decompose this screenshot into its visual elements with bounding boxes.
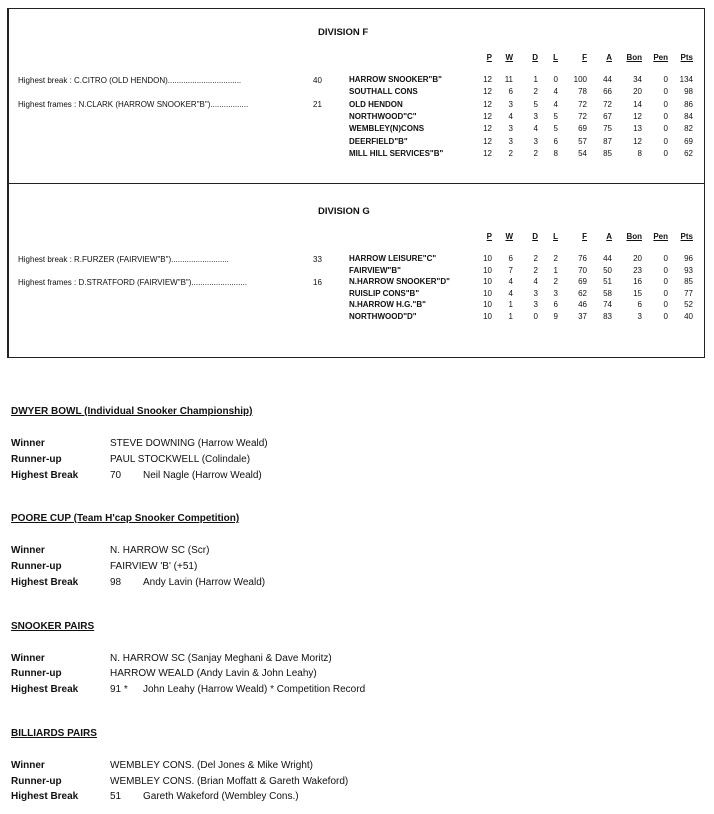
- cell-bonus: 15: [633, 288, 642, 298]
- winner-value: STEVE DOWNING (Harrow Weald): [110, 438, 268, 449]
- col-header-penalty: Pen: [653, 53, 668, 62]
- cell-frames-for: 78: [578, 87, 587, 97]
- cell-drawn: 2: [533, 254, 538, 263]
- cell-points: 77: [684, 288, 693, 298]
- cell-drawn: 2: [533, 148, 538, 158]
- col-header-bonus: Bon: [626, 53, 642, 62]
- highest-break-label: Highest break : R.FURZER (FAIRVIEW"B")..........................: [18, 255, 229, 264]
- cell-lost: 8: [553, 148, 558, 158]
- table-row: [0, 124, 714, 136]
- break-player: Gareth Wakeford (Wembley Cons.): [143, 791, 299, 802]
- col-header-won: W: [505, 232, 513, 241]
- cell-won: 6: [508, 254, 513, 263]
- winner-label: Winner: [11, 653, 45, 664]
- cell-bonus: 20: [633, 87, 642, 97]
- table-row: [0, 300, 714, 312]
- team-name: RUISLIP CONS"B": [349, 288, 420, 298]
- table-row: [0, 75, 714, 87]
- cell-drawn: 3: [533, 300, 538, 310]
- cell-penalty: 0: [663, 148, 668, 158]
- cell-lost: 6: [553, 136, 558, 146]
- table-row: [0, 112, 714, 124]
- division-f-title: DIVISION F: [318, 27, 369, 38]
- cell-points: 82: [684, 124, 693, 134]
- highest-break-row: [11, 577, 711, 591]
- cell-drawn: 3: [533, 288, 538, 298]
- cell-drawn: 3: [533, 136, 538, 146]
- table-row: [0, 87, 714, 99]
- cell-bonus: 12: [633, 111, 642, 121]
- cell-won: 2: [508, 148, 513, 158]
- cell-lost: 5: [553, 124, 558, 134]
- col-header-drawn: D: [532, 53, 538, 62]
- division-g-title: DIVISION G: [318, 206, 370, 217]
- cell-penalty: 0: [663, 312, 668, 321]
- winner-row: [11, 653, 711, 667]
- break-score: 70: [110, 470, 122, 481]
- cell-frames-for: 54: [578, 148, 587, 158]
- runner-up-value: PAUL STOCKWELL (Colindale): [110, 454, 251, 465]
- winner-value: WEMBLEY CONS. (Del Jones & Mike Wright): [110, 760, 314, 771]
- cell-won: 1: [508, 312, 513, 321]
- cell-played: 10: [483, 254, 492, 263]
- runner-up-row: [11, 776, 711, 790]
- team-name: WEMBLEY(N)CONS: [349, 124, 425, 134]
- table-row: [0, 100, 714, 112]
- cell-frames-against: 50: [603, 265, 612, 275]
- cell-drawn: 4: [533, 124, 538, 134]
- cell-played: 12: [483, 75, 492, 84]
- highest-break-row: [11, 791, 711, 805]
- cell-played: 12: [483, 136, 492, 146]
- break-score: 98: [110, 577, 122, 588]
- cell-points: 93: [684, 265, 693, 275]
- cell-bonus: 6: [637, 300, 642, 310]
- cell-frames-against: 58: [603, 288, 612, 298]
- cell-frames-against: 85: [603, 148, 612, 158]
- team-name: HARROW SNOOKER"B": [349, 75, 442, 84]
- cell-bonus: 16: [633, 277, 642, 287]
- winner-row: [11, 545, 711, 559]
- highest-break-label: Highest Break: [11, 684, 79, 695]
- cell-lost: 2: [553, 254, 558, 263]
- cell-frames-against: 66: [603, 87, 612, 97]
- cell-points: 69: [684, 136, 693, 146]
- cell-frames-for: 37: [578, 312, 587, 321]
- cell-penalty: 0: [663, 277, 668, 287]
- cell-drawn: 4: [533, 277, 538, 287]
- table-row: [0, 312, 714, 324]
- cell-penalty: 0: [663, 124, 668, 134]
- cell-played: 12: [483, 111, 492, 121]
- cell-penalty: 0: [663, 265, 668, 275]
- highest-break-value: 40: [313, 76, 322, 85]
- cell-won: 4: [508, 288, 513, 298]
- cell-frames-for: 70: [578, 265, 587, 275]
- col-header-lost: L: [553, 232, 558, 241]
- team-name: HARROW LEISURE"C": [349, 254, 437, 263]
- cell-points: 52: [684, 300, 693, 310]
- cell-frames-for: 57: [578, 136, 587, 146]
- cell-lost: 2: [553, 277, 558, 287]
- winner-value: N. HARROW SC (Scr): [110, 545, 210, 556]
- cell-penalty: 0: [663, 254, 668, 263]
- table-row: [0, 277, 714, 289]
- cell-frames-against: 83: [603, 312, 612, 321]
- winner-row: [11, 760, 711, 774]
- break-player: Andy Lavin (Harrow Weald): [143, 577, 266, 588]
- cell-won: 11: [504, 75, 513, 84]
- cell-frames-for: 62: [578, 288, 587, 298]
- col-header-frames-against: A: [606, 53, 612, 62]
- table-row: [0, 149, 714, 161]
- cell-drawn: 1: [533, 75, 538, 84]
- cell-lost: 0: [553, 75, 558, 84]
- cell-penalty: 0: [663, 300, 668, 310]
- cell-won: 3: [508, 124, 513, 134]
- cell-penalty: 0: [663, 111, 668, 121]
- cell-penalty: 0: [663, 288, 668, 298]
- break-player: Neil Nagle (Harrow Weald): [143, 470, 262, 481]
- cell-penalty: 0: [663, 87, 668, 97]
- cell-frames-for: 100: [573, 75, 587, 84]
- highest-break-value: 33: [313, 255, 322, 264]
- col-header-lost: L: [553, 53, 558, 62]
- col-header-played: P: [486, 232, 492, 241]
- col-header-frames-against: A: [606, 232, 612, 241]
- cell-won: 1: [508, 300, 513, 310]
- cell-frames-against: 72: [603, 99, 612, 109]
- runner-up-row: [11, 668, 711, 682]
- cell-played: 10: [483, 288, 492, 298]
- cell-frames-for: 69: [578, 277, 587, 287]
- highest-break-label: Highest Break: [11, 470, 79, 481]
- competition-title: SNOOKER PAIRS: [11, 621, 95, 632]
- cell-played: 10: [483, 312, 492, 321]
- cell-points: 86: [684, 99, 693, 109]
- team-name: NORTHWOOD"C": [349, 111, 417, 121]
- highest-frames-value: 16: [313, 278, 322, 287]
- cell-points: 85: [684, 277, 693, 287]
- team-name: FAIRVIEW"B": [349, 265, 401, 275]
- break-score: 91 *: [110, 684, 128, 695]
- team-name: OLD HENDON: [349, 99, 403, 109]
- cell-bonus: 23: [633, 265, 642, 275]
- cell-won: 4: [508, 111, 513, 121]
- cell-lost: 6: [553, 300, 558, 310]
- cell-points: 62: [684, 148, 693, 158]
- cell-frames-against: 44: [603, 254, 612, 263]
- cell-frames-for: 72: [578, 111, 587, 121]
- runner-up-value: FAIRVIEW 'B' (+51): [110, 561, 198, 572]
- cell-drawn: 0: [533, 312, 538, 321]
- winner-row: [11, 438, 711, 452]
- cell-frames-for: 46: [578, 300, 587, 310]
- cell-frames-for: 69: [578, 124, 587, 134]
- runner-up-label: Runner-up: [11, 454, 62, 465]
- runner-up-label: Runner-up: [11, 561, 62, 572]
- table-row: [0, 254, 714, 266]
- col-header-drawn: D: [532, 232, 538, 241]
- cell-bonus: 3: [637, 312, 642, 321]
- runner-up-label: Runner-up: [11, 776, 62, 787]
- cell-won: 4: [508, 277, 513, 287]
- team-name: N.HARROW SNOOKER"D": [349, 277, 450, 287]
- competition-title: DWYER BOWL (Individual Snooker Championship): [11, 406, 253, 417]
- team-name: MILL HILL SERVICES"B": [349, 148, 444, 158]
- runner-up-value: WEMBLEY CONS. (Brian Moffatt & Gareth Wakeford): [110, 776, 349, 787]
- cell-drawn: 3: [533, 111, 538, 121]
- team-name: DEERFIELD"B": [349, 136, 408, 146]
- highest-break-label: Highest Break: [11, 577, 79, 588]
- cell-points: 98: [684, 87, 693, 97]
- cell-played: 12: [483, 124, 492, 134]
- highest-break-label: Highest break : C.CITRO (OLD HENDON).................................: [18, 76, 242, 85]
- cell-bonus: 14: [633, 99, 642, 109]
- runner-up-row: [11, 454, 711, 468]
- winner-label: Winner: [11, 545, 45, 556]
- highest-frames-value: 21: [313, 100, 322, 109]
- cell-bonus: 13: [633, 124, 642, 134]
- cell-lost: 4: [553, 87, 558, 97]
- cell-won: 3: [508, 99, 513, 109]
- team-name: N.HARROW H.G."B": [349, 300, 426, 310]
- col-header-played: P: [486, 53, 492, 62]
- highest-break-row: [11, 684, 711, 698]
- cell-penalty: 0: [663, 75, 668, 84]
- cell-penalty: 0: [663, 99, 668, 109]
- cell-frames-against: 67: [603, 111, 612, 121]
- cell-lost: 1: [553, 265, 558, 275]
- runner-up-label: Runner-up: [11, 668, 62, 679]
- col-header-points: Pts: [680, 232, 693, 241]
- cell-bonus: 8: [637, 148, 642, 158]
- cell-points: 40: [684, 312, 693, 321]
- cell-frames-for: 72: [578, 99, 587, 109]
- col-header-bonus: Bon: [626, 232, 642, 241]
- cell-played: 10: [483, 265, 492, 275]
- cell-won: 7: [508, 265, 513, 275]
- col-header-penalty: Pen: [653, 232, 668, 241]
- cell-played: 12: [483, 99, 492, 109]
- cell-bonus: 34: [633, 75, 642, 84]
- team-name: SOUTHALL CONS: [349, 87, 418, 97]
- cell-played: 10: [483, 277, 492, 287]
- col-header-frames-for: F: [582, 232, 587, 241]
- cell-drawn: 2: [533, 87, 538, 97]
- cell-frames-for: 76: [578, 254, 587, 263]
- competition-title: BILLIARDS PAIRS: [11, 728, 97, 739]
- cell-played: 10: [483, 300, 492, 310]
- cell-played: 12: [483, 148, 492, 158]
- cell-lost: 4: [553, 99, 558, 109]
- col-header-points: Pts: [680, 53, 693, 62]
- division-divider: [7, 183, 704, 184]
- winner-value: N. HARROW SC (Sanjay Meghani & Dave Moritz): [110, 653, 332, 664]
- cell-frames-against: 75: [603, 124, 612, 134]
- highest-frames-label: Highest frames : N.CLARK (HARROW SNOOKER"B").................: [18, 100, 249, 109]
- cell-frames-against: 44: [603, 75, 612, 84]
- break-player: John Leahy (Harrow Weald) * Competition Record: [143, 684, 366, 695]
- division-g-header: [0, 232, 714, 244]
- cell-points: 134: [679, 75, 693, 84]
- table-row: [0, 137, 714, 149]
- highest-break-label: Highest Break: [11, 791, 79, 802]
- cell-frames-against: 87: [603, 136, 612, 146]
- highest-frames-label: Highest frames : D.STRATFORD (FAIRVIEW"B").........................: [18, 278, 247, 287]
- cell-points: 96: [684, 254, 693, 263]
- col-header-won: W: [505, 53, 513, 62]
- cell-points: 84: [684, 111, 693, 121]
- cell-bonus: 12: [633, 136, 642, 146]
- cell-drawn: 5: [533, 99, 538, 109]
- col-header-frames-for: F: [582, 53, 587, 62]
- table-row: [0, 289, 714, 301]
- cell-lost: 5: [553, 111, 558, 121]
- cell-bonus: 20: [633, 254, 642, 263]
- runner-up-row: [11, 561, 711, 575]
- cell-won: 3: [508, 136, 513, 146]
- division-f-header: [0, 53, 714, 65]
- highest-break-row: [11, 470, 711, 484]
- winner-label: Winner: [11, 438, 45, 449]
- cell-drawn: 2: [533, 265, 538, 275]
- table-row: [0, 266, 714, 278]
- cell-frames-against: 51: [603, 277, 612, 287]
- runner-up-value: HARROW WEALD (Andy Lavin & John Leahy): [110, 668, 317, 679]
- cell-frames-against: 74: [603, 300, 612, 310]
- competition-title: POORE CUP (Team H'cap Snooker Competition): [11, 513, 240, 524]
- cell-lost: 9: [553, 312, 558, 321]
- cell-lost: 3: [553, 288, 558, 298]
- team-name: NORTHWOOD"D": [349, 312, 417, 321]
- winner-label: Winner: [11, 760, 45, 771]
- cell-penalty: 0: [663, 136, 668, 146]
- cell-played: 12: [483, 87, 492, 97]
- break-score: 51: [110, 791, 122, 802]
- cell-won: 6: [508, 87, 513, 97]
